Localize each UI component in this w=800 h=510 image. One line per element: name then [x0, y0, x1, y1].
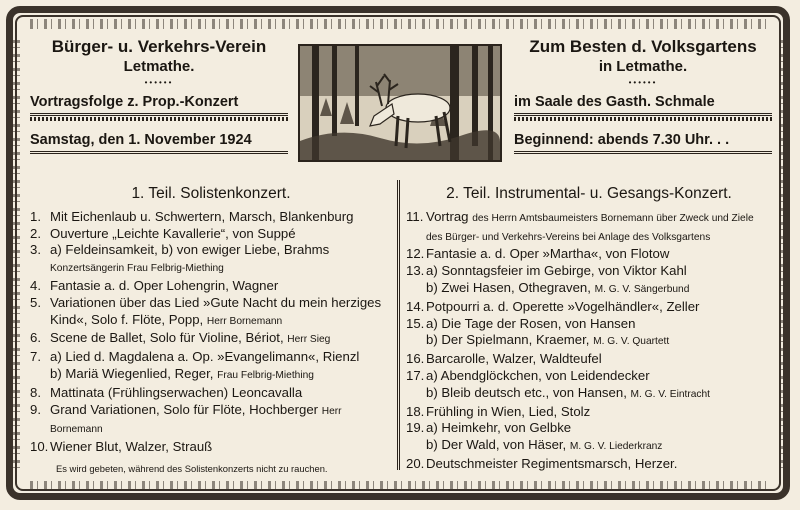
item-performer: Herr Bornemann [206, 315, 283, 327]
column-divider [397, 180, 400, 470]
item-number: 2. [30, 225, 41, 241]
header-right [514, 36, 772, 154]
item-title: b) Bleib deutsch etc., von Hansen, [426, 384, 627, 400]
item-number: 14. [406, 298, 425, 314]
program-item [406, 456, 772, 473]
item-title: Ouverture „Leichte Kavallerie“, von Suppé [50, 225, 296, 241]
program-item [30, 402, 392, 440]
item-title: Wiener Blut, Walzer, Strauß [50, 439, 213, 455]
item-number: 7. [30, 349, 41, 365]
part1-list [30, 209, 392, 456]
item-number: 17. [406, 367, 425, 383]
left-ornament [10, 40, 20, 470]
item-number: 1. [30, 208, 41, 224]
item-title: Vortrag [426, 208, 469, 224]
item-title: a) Heimkehr, von Gelbke [426, 420, 572, 436]
society-place: Letmathe. [123, 58, 195, 75]
program-item [406, 437, 772, 456]
item-number: 9. [30, 401, 41, 417]
item-performer: Herr Bornemann [50, 405, 342, 436]
top-ornament [30, 19, 770, 29]
venue: im Saale des Gasth. Schmale [514, 93, 772, 116]
program-item [30, 295, 392, 331]
item-performer: M. G. V. Sängerbund [594, 283, 690, 295]
program-item [30, 439, 392, 456]
program-item [30, 385, 392, 402]
item-title: Variationen über das Lied »Gute Nacht du mein herziges Kind«, Solo f. Flöte, Popp, [50, 294, 382, 327]
program-item [406, 209, 772, 247]
right-ornament [780, 40, 790, 470]
dotted-rule [30, 117, 288, 121]
item-number: 16. [406, 351, 425, 367]
dot-ornament: •••••• [628, 78, 658, 87]
item-performer: M. G. V. Eintracht [630, 388, 710, 400]
program-item [406, 299, 772, 316]
event-date: Samstag, den 1. November 1924 [30, 131, 288, 154]
item-title: a) Die Tage der Rosen, von Hansen [426, 315, 636, 331]
program-item [406, 280, 772, 299]
item-number: 4. [30, 277, 41, 293]
item-performer: Konzertsängerin Frau Felbrig-Miething [50, 263, 224, 275]
item-title: a) Abendglöckchen, von Leidendecker [426, 367, 650, 383]
item-performer: Frau Felbrig-Miething [217, 369, 314, 381]
item-title: Barcarolle, Walzer, Waldteufel [426, 351, 602, 367]
item-title: a) Feldeinsamkeit, b) von ewiger Liebe, Brahms [50, 242, 330, 258]
item-title: Frühling in Wien, Lied, Stolz [426, 403, 591, 419]
item-number: 10. [30, 439, 49, 455]
item-title: Mit Eichenlaub u. Schwertern, Marsch, Blankenburg [50, 208, 354, 224]
item-number: 19. [406, 420, 425, 436]
program-item [406, 404, 772, 421]
item-performer: M. G. V. Liederkranz [569, 441, 663, 453]
item-title: b) Der Spielmann, Kraemer, [426, 332, 590, 348]
start-time: Beginnend: abends 7.30 Uhr. . . [514, 131, 772, 154]
program-item [30, 349, 392, 366]
item-number: 15. [406, 315, 425, 331]
item-number: 20. [406, 455, 425, 471]
program-item [406, 420, 772, 437]
item-title: Fantasie a. d. Oper »Martha«, von Flotow [426, 246, 670, 262]
program-item [406, 332, 772, 351]
program-item [30, 330, 392, 349]
item-number: 12. [406, 246, 425, 262]
program-item [406, 385, 772, 404]
dotted-rule [514, 117, 772, 121]
item-number: 5. [30, 294, 41, 310]
part2-heading: 2. Teil. Instrumental- u. Gesangs-Konzert. [446, 185, 732, 202]
program-item [30, 366, 392, 385]
item-title: Fantasie a. d. Oper Lohengrin, Wagner [50, 277, 279, 293]
dot-ornament: •••••• [144, 78, 174, 87]
item-title: a) Sonntagsfeier im Gebirge, von Viktor Kahl [426, 263, 687, 279]
item-performer: des Herrn Amtsbaumeisters Bornemann über Zweck und Ziele des Bürger- und Verkehrs-Vereins bei Anlage des Volksgartens [426, 212, 754, 243]
program-item [406, 246, 772, 263]
header-left [30, 36, 288, 154]
society-name: Bürger- u. Verkehrs-Verein [51, 37, 267, 56]
program-item [406, 316, 772, 333]
item-number: 3. [30, 242, 41, 258]
item-title: a) Lied d. Magdalena a. Op. »Evangelimann«, Rienzl [50, 349, 360, 365]
program-item [30, 242, 392, 278]
program-item [30, 226, 392, 243]
part2-list [406, 209, 772, 473]
program-item [30, 209, 392, 226]
item-performer: M. G. V. Quartett [593, 336, 670, 348]
item-title: Mattinata (Frühlingserwachen) Leoncavalla [50, 384, 303, 400]
item-performer: Herr Sieg [287, 334, 331, 346]
part2-column [406, 186, 772, 473]
item-title: Grand Variationen, Solo für Flöte, Hochberger [50, 401, 319, 417]
item-title: b) Zwei Hasen, Othegraven, [426, 279, 591, 295]
deer-icon [300, 46, 500, 160]
item-number: 8. [30, 384, 41, 400]
program-item [406, 263, 772, 280]
program-item [406, 351, 772, 368]
benefit-place: in Letmathe. [598, 58, 688, 75]
item-title: b) Der Wald, von Häser, [426, 437, 567, 453]
program-item [30, 278, 392, 295]
part1-heading: 1. Teil. Solistenkonzert. [131, 185, 291, 202]
item-title: b) Mariä Wiegenlied, Reger, [50, 365, 214, 381]
program-item [406, 368, 772, 385]
item-title: Deutschmeister Regimentsmarsch, Herzer. [426, 455, 678, 471]
deer-in-forest-illustration [298, 44, 502, 162]
part1-column [30, 186, 392, 478]
item-title: Potpourri a. d. Operette »Vogelhändler«, Zeller [426, 298, 700, 314]
benefit-title: Zum Besten d. Volksgartens [529, 37, 757, 56]
item-number: 11. [406, 208, 424, 224]
program-title: Vortragsfolge z. Prop.-Konzert [30, 93, 288, 116]
bottom-ornament [30, 481, 770, 491]
smoking-note: Es wird gebeten, während des Solistenkonzerts nicht zu rauchen. [56, 462, 328, 474]
item-number: 6. [30, 330, 41, 346]
item-number: 13. [406, 263, 425, 279]
item-number: 18. [406, 403, 425, 419]
item-title: Scene de Ballet, Solo für Violine, Bériot, [50, 330, 284, 346]
